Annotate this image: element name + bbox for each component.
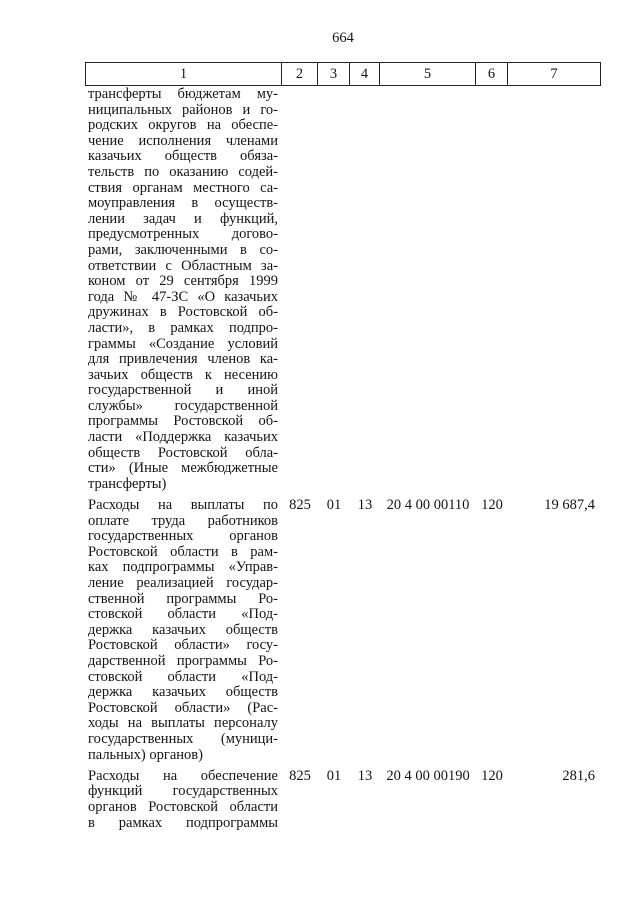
description-line: ках подпрограммы «Управ-: [88, 559, 278, 576]
description-line: государственных органов: [88, 528, 278, 545]
description-line: государственных (муници-: [88, 730, 278, 747]
description-line: службы» государственной: [88, 397, 278, 414]
description-line: родских округов на обеспе-: [88, 117, 278, 134]
description-line: трансферты): [88, 475, 167, 492]
description-line: Расходы на обеспечение: [88, 767, 278, 784]
description-line: коном от 29 сентября 1999: [88, 273, 278, 290]
description-line: программы Ростовской об-: [88, 413, 278, 430]
description-line: чение исполнения членами: [88, 132, 278, 149]
column-header-1: 1: [85, 63, 282, 85]
expense-type-code: 120: [481, 497, 503, 514]
column-header-3: 3: [318, 63, 350, 85]
amount: 19 687,4: [544, 497, 595, 514]
description-line: держка казачьих обществ: [88, 621, 278, 638]
description-line: тельств по оказанию содей-: [88, 163, 278, 180]
column-header-5: 5: [380, 63, 476, 85]
description-line: моуправления в осуществ-: [88, 195, 278, 212]
section-code: 01: [326, 767, 342, 784]
section-code: 01: [326, 497, 342, 514]
description-line: Ростовской области» (Рас-: [88, 699, 278, 716]
description-line: лении задач и функций,: [88, 210, 278, 227]
subsection-code: 13: [357, 767, 373, 784]
description-line: ходы на выплаты персоналу: [88, 715, 278, 732]
description-line: ниципальных районов и го-: [88, 101, 278, 118]
description-line: Ростовской области» госу-: [88, 637, 278, 654]
target-article-code: 20 4 00 00190: [386, 767, 470, 784]
description-line: года № 47-ЗС «О казачьих: [88, 288, 278, 305]
description-line: держка казачьих обществ: [88, 684, 278, 701]
description-line: Ростовской области в рам-: [88, 543, 278, 560]
description-line: для привлечения членов ка-: [88, 351, 278, 368]
description-line: казачьих обществ обяза-: [88, 148, 278, 165]
table-row: [85, 87, 601, 492]
description-line: дарственной программы Ро-: [88, 652, 278, 669]
table-row: [85, 498, 601, 763]
table-header-row: [85, 62, 601, 86]
description-line: сти» (Иные межбюджетные: [88, 460, 278, 477]
description-line: рами, заключенными в со-: [88, 241, 278, 258]
target-article-code: 20 4 00 00110: [386, 497, 470, 514]
description-line: стовской области «Под-: [88, 668, 278, 685]
table-body: [85, 86, 601, 831]
column-header-6: 6: [476, 63, 508, 85]
description-line: предусмотренных догово-: [88, 226, 278, 243]
page-number: 664: [332, 30, 354, 46]
amount: 281,6: [562, 767, 595, 784]
description-line: государственной и иной: [88, 382, 278, 399]
budget-table: [85, 62, 601, 831]
expense-type-code: 120: [481, 767, 503, 784]
column-header-4: 4: [350, 63, 380, 85]
description-line: пальных) органов): [88, 746, 203, 763]
description-line: ственной программы Ро-: [88, 590, 278, 607]
description-line: граммы «Создание условий: [88, 335, 278, 352]
row-description: [85, 87, 282, 492]
description-line: дружинах в Ростовской об-: [88, 304, 278, 321]
description-line: ласти «Поддержка казачьих: [88, 429, 278, 446]
description-line: ответствии с Областным за-: [88, 257, 278, 274]
description-line: обществ Ростовской обла-: [88, 444, 278, 461]
description-line: Расходы на выплаты по: [88, 497, 278, 514]
column-header-2: 2: [282, 63, 318, 85]
description-line: ствия органам местного са-: [88, 179, 278, 196]
table-row: [85, 769, 601, 831]
description-line: органов Ростовской области: [88, 798, 278, 815]
description-line: ласти», в рамках подпро-: [88, 319, 278, 336]
ministry-code: 825: [289, 767, 311, 784]
description-line: функций государственных: [88, 783, 278, 800]
description-line: в рамках подпрограммы: [88, 814, 278, 831]
ministry-code: 825: [289, 497, 311, 514]
row-description: [85, 769, 282, 831]
column-header-7: 7: [508, 63, 601, 85]
row-description: [85, 498, 282, 763]
description-line: трансферты бюджетам му-: [88, 86, 278, 102]
subsection-code: 13: [357, 497, 373, 514]
description-line: ление реализацией государ-: [88, 575, 278, 591]
description-line: зачьих обществ к несению: [88, 366, 278, 383]
description-line: стовской области «Под-: [88, 606, 278, 623]
description-line: оплате труда работников: [88, 512, 278, 529]
